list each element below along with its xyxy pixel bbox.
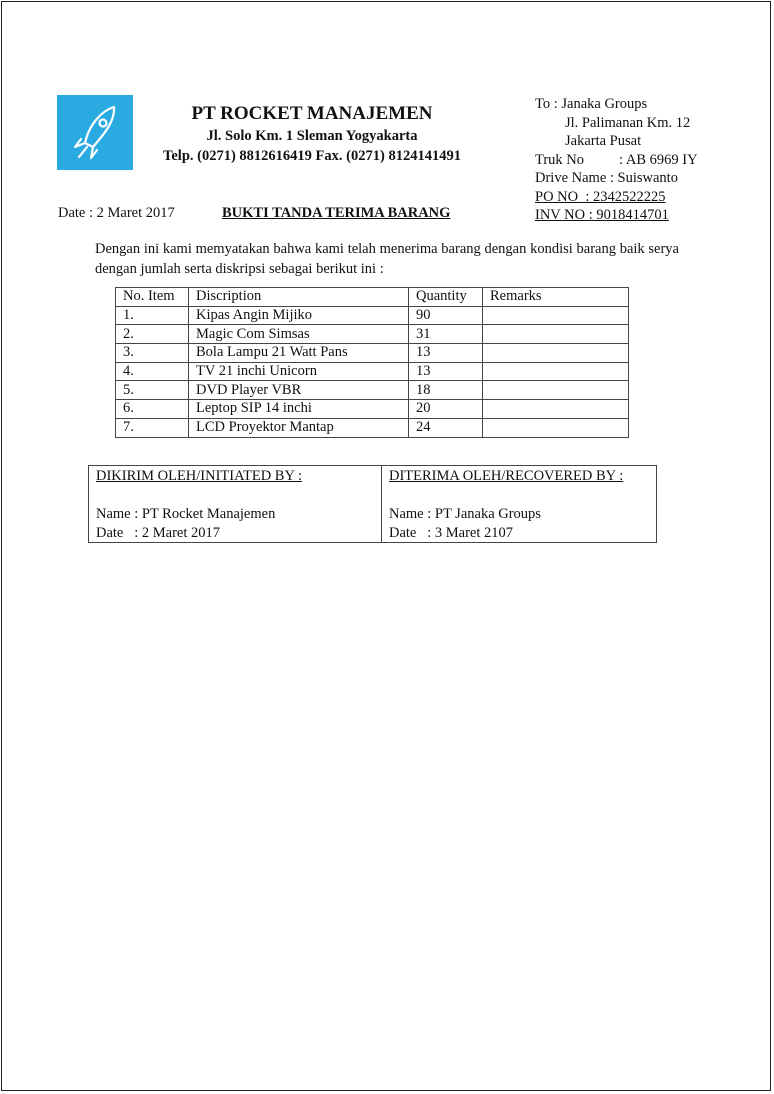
item-number: 2.	[116, 325, 189, 344]
item-number: 7.	[116, 418, 189, 437]
item-quantity: 20	[409, 400, 483, 419]
column-header: Remarks	[483, 288, 629, 307]
recipient-block	[535, 95, 698, 225]
company-header	[148, 102, 476, 166]
item-description: Bola Lampu 21 Watt Pans	[189, 344, 409, 363]
truck-number	[535, 151, 698, 170]
receiver-section	[382, 466, 656, 542]
receiver-name: Name : PT Janaka Groups	[389, 506, 541, 522]
item-remarks	[483, 418, 629, 437]
item-number: 3.	[116, 344, 189, 363]
document-date: Date : 2 Maret 2017	[58, 205, 175, 221]
table-row	[116, 418, 629, 437]
po-number: PO NO : 2342522225	[535, 188, 666, 205]
table-row	[116, 400, 629, 419]
item-description: Magic Com Simsas	[189, 325, 409, 344]
item-description: Leptop SIP 14 inchi	[189, 400, 409, 419]
invoice-number: INV NO : 9018414701	[535, 207, 669, 223]
item-remarks	[483, 344, 629, 363]
item-remarks	[483, 381, 629, 400]
item-remarks	[483, 400, 629, 419]
table-row	[116, 344, 629, 363]
item-remarks	[483, 362, 629, 381]
item-description: Kipas Angin Mijiko	[189, 306, 409, 325]
receiver-date: Date : 3 Maret 2107	[389, 525, 514, 541]
sender-date: Date : 2 Maret 2017	[96, 525, 221, 541]
item-quantity: 90	[409, 306, 483, 325]
item-description: DVD Player VBR	[189, 381, 409, 400]
company-name: PT ROCKET MANAJEMEN	[191, 103, 433, 124]
signature-box	[88, 465, 657, 543]
item-number: 5.	[116, 381, 189, 400]
items-table	[115, 287, 629, 438]
sender-section	[89, 466, 382, 542]
driver-name: Drive Name : Suiswanto	[535, 170, 678, 186]
item-quantity: 13	[409, 362, 483, 381]
table-row	[116, 362, 629, 381]
item-description: TV 21 inchi Unicorn	[189, 362, 409, 381]
item-quantity: 24	[409, 418, 483, 437]
document-title: BUKTI TANDA TERIMA BARANG	[222, 205, 451, 221]
column-header: Quantity	[409, 288, 483, 307]
item-number: 1.	[116, 306, 189, 325]
intro-paragraph: Dengan ini kami memyatakan bahwa kami telah menerima barang dengan kondisi barang baik serya dengan jumlah serta diskripsi sebagai berikut ini :	[95, 241, 679, 277]
recipient-to: To : Janaka Groups	[535, 96, 648, 112]
item-remarks	[483, 306, 629, 325]
column-header: No. Item	[116, 288, 189, 307]
item-quantity: 31	[409, 325, 483, 344]
company-contact: Telp. (0271) 8812616419 Fax. (0271) 8124141491	[163, 148, 461, 164]
truck-value: : AB 6969 IY	[619, 151, 698, 168]
truck-label: Truk No	[535, 151, 585, 168]
recipient-address-2: Jakarta Pusat	[565, 133, 642, 149]
column-header: Discription	[189, 288, 409, 307]
table-header-row	[116, 288, 629, 307]
item-number: 4.	[116, 362, 189, 381]
item-description: LCD Proyektor Mantap	[189, 418, 409, 437]
item-remarks	[483, 325, 629, 344]
item-quantity: 18	[409, 381, 483, 400]
sender-header: DIKIRIM OLEH/INITIATED BY :	[96, 468, 303, 484]
item-number: 6.	[116, 400, 189, 419]
table-row	[116, 381, 629, 400]
table-row	[116, 325, 629, 344]
company-address: Jl. Solo Km. 1 Sleman Yogyakarta	[206, 128, 418, 144]
table-row	[116, 306, 629, 325]
recipient-address-1: Jl. Palimanan Km. 12	[565, 114, 691, 131]
item-quantity: 13	[409, 344, 483, 363]
sender-name: Name : PT Rocket Manajemen	[96, 506, 276, 522]
rocket-icon	[57, 95, 133, 170]
receiver-header: DITERIMA OLEH/RECOVERED BY :	[389, 468, 624, 484]
